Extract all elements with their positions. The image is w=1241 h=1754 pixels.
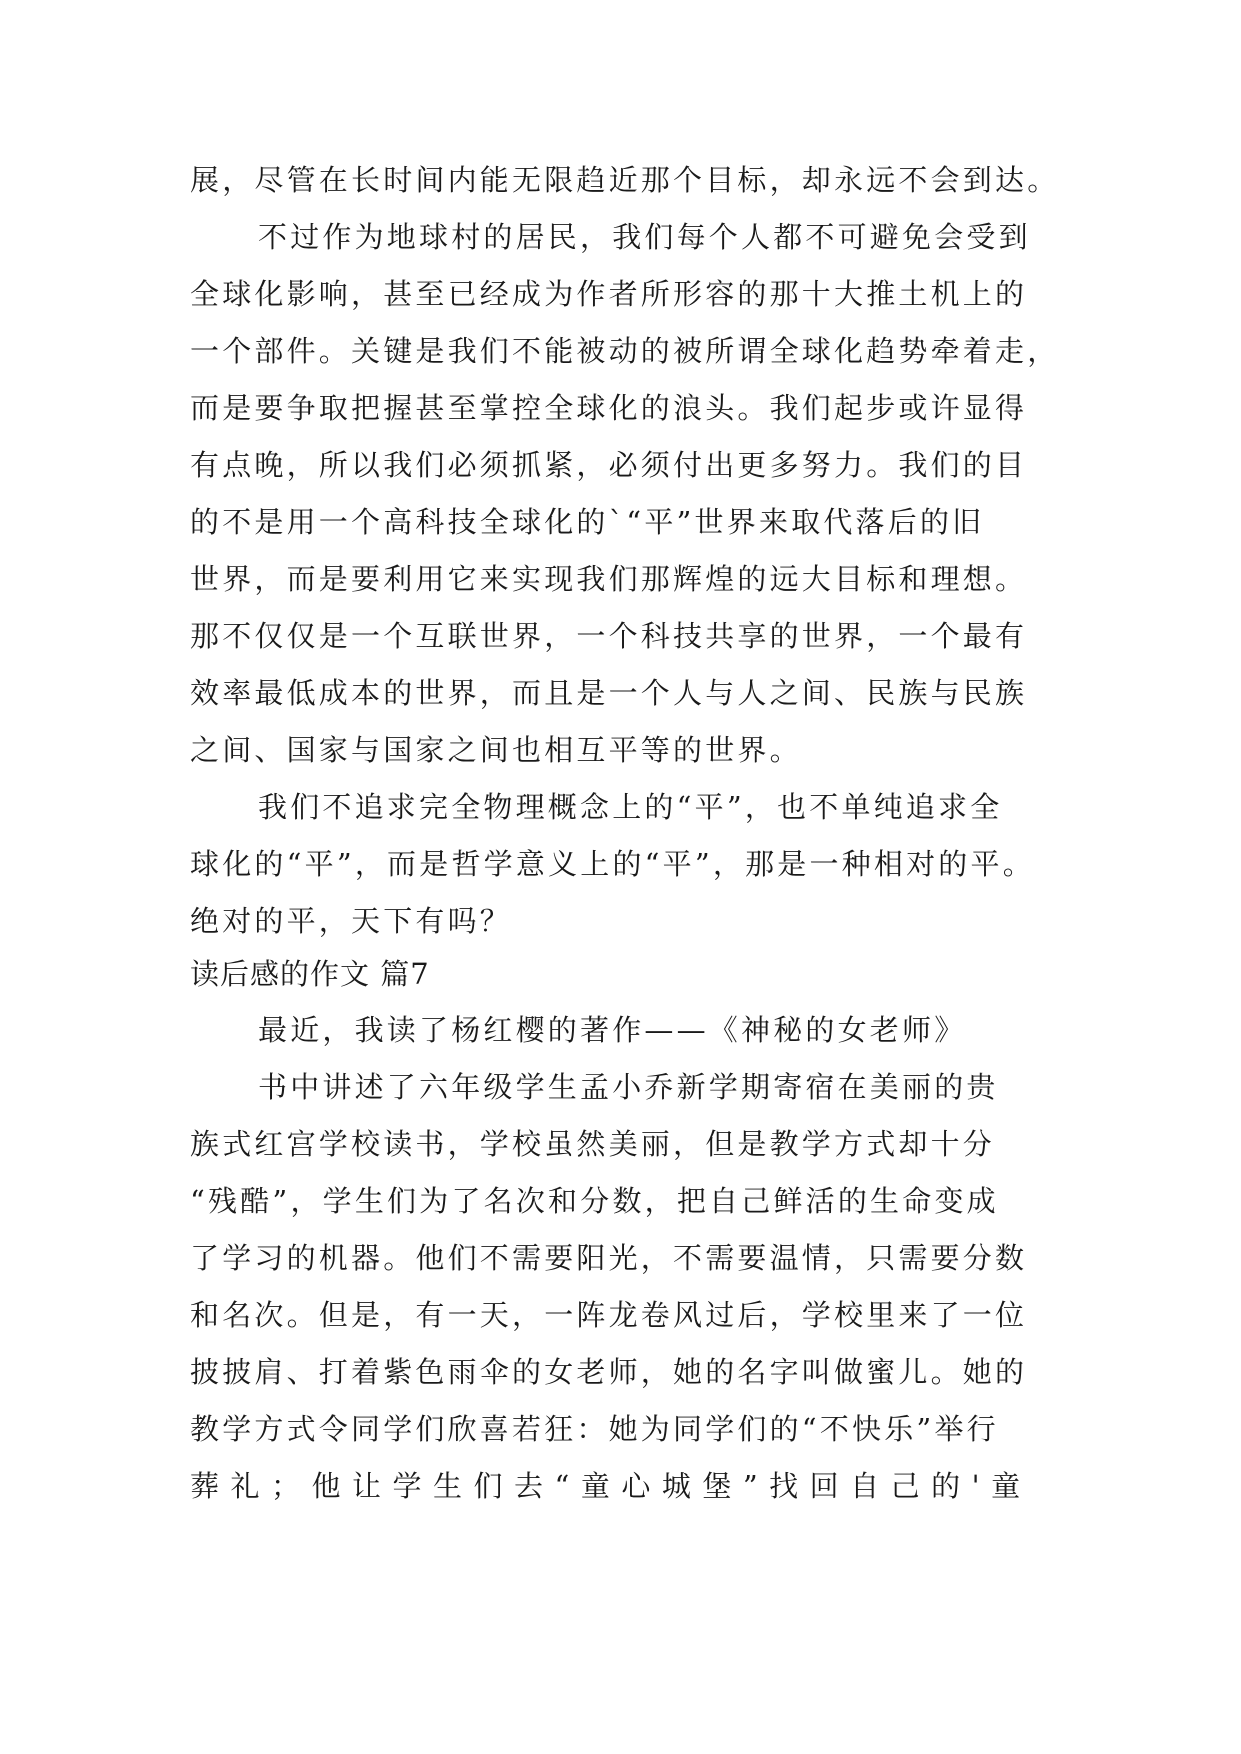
text-line: 和名次。但是，有一天，一阵龙卷风过后，学校里来了一位 [190,1298,1028,1332]
text-line: 世界，而是要利用它来实现我们那辉煌的远大目标和理想。 [190,562,1028,596]
paragraph-first-line: 不过作为地球村的居民，我们每个人都不可避免会受到 [258,220,1031,254]
text-line: 展，尽管在长时间内能无限趋近那个目标，却永远不会到达。 [190,163,1060,197]
text-line: 一个部件。关键是我们不能被动的被所谓全球化趋势牵着走， [190,334,1060,368]
text-line: 绝对的平，天下有吗？ [190,904,513,938]
text-line: 那不仅仅是一个互联世界，一个科技共享的世界，一个最有 [190,619,1028,653]
paragraph-first-line: 书中讲述了六年级学生孟小乔新学期寄宿在美丽的贵 [258,1070,999,1104]
text-line: 之间、国家与国家之间也相互平等的世界。 [190,733,802,767]
text-line: 教学方式令同学们欣喜若狂：她为同学们的“不快乐”举行 [190,1412,999,1446]
text-line: 族式红宫学校读书，学校虽然美丽，但是教学方式却十分 [190,1127,996,1161]
text-line: 披披肩、打着紫色雨伞的女老师，她的名字叫做蜜儿。她的 [190,1355,1028,1389]
paragraph-first-line: 最近，我读了杨红樱的著作——《神秘的女老师》 [258,1013,967,1047]
text-line: 效率最低成本的世界，而且是一个人与人之间、民族与民族 [190,676,1028,710]
text-line: 有点晚，所以我们必须抓紧，必须付出更多努力。我们的目 [190,448,1028,482]
text-line: 的不是用一个高科技全球化的`“平”世界来取代落后的旧 [190,505,985,539]
text-line: 了学习的机器。他们不需要阳光，不需要温情，只需要分数 [190,1241,1028,1275]
text-line: 球化的“平”，而是哲学意义上的“平”，那是一种相对的平。 [190,847,1035,881]
section-heading: 读后感的作文 篇7 [190,957,430,991]
text-line: 而是要争取把握甚至掌控全球化的浪头。我们起步或许显得 [190,391,1028,425]
text-line: “残酷”，学生们为了名次和分数，把自己鲜活的生命变成 [190,1184,999,1218]
text-line: 全球化影响，甚至已经成为作者所形容的那十大推土机上的 [190,277,1028,311]
text-line: 葬礼；他让学生们去“童心城堡”找回自己的'童 [190,1469,1032,1503]
paragraph-first-line: 我们不追求完全物理概念上的“平”，也不单纯追求全 [258,790,1003,824]
